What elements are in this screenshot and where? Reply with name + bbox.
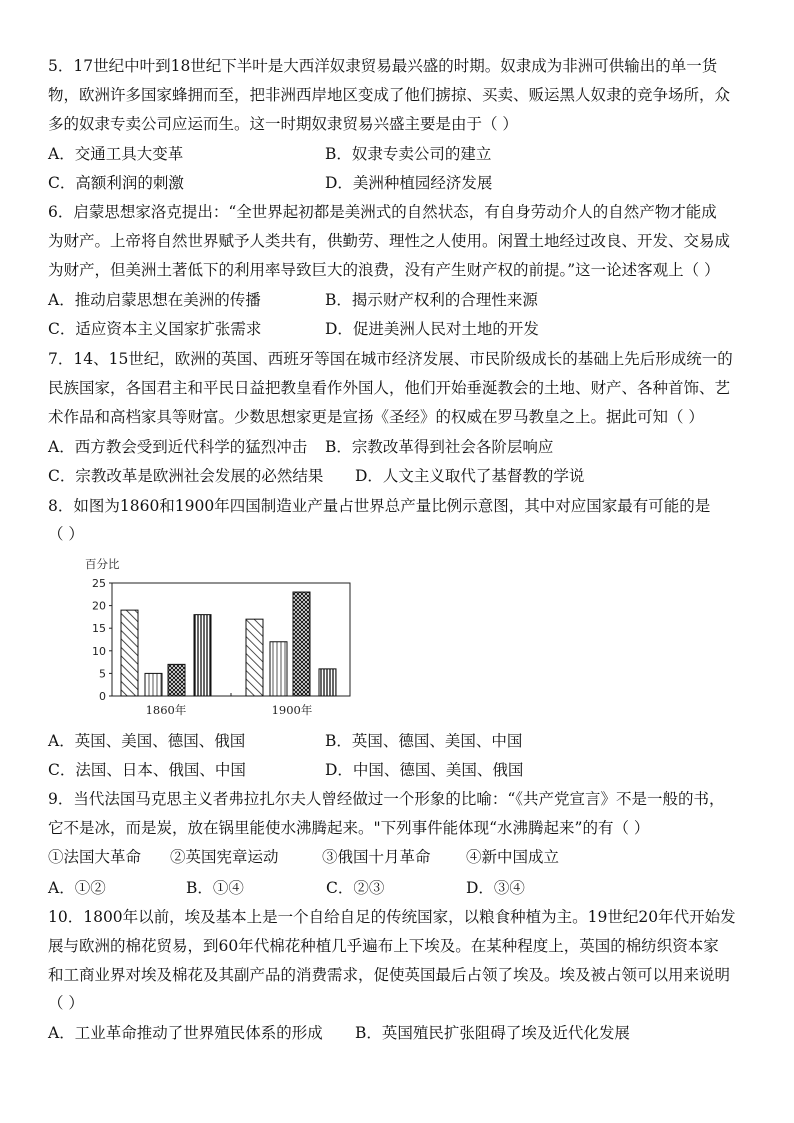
q7-line-1: 7．14、15世纪，欧洲的英国、西班牙等国在城市经济发展、市民阶级成长的基础上先后形成统一的: [48, 350, 733, 368]
q5-line-3: 多的奴隶专卖公司应运而生。这一时期奴隶贸易兴盛主要是由于（ ）: [48, 115, 518, 133]
q10-line-1: 10．1800年以前，埃及基本上是一个自给自足的传统国家，以粮食种植为主。19世纪20年代开始发: [48, 908, 736, 926]
q10-line-2: 展与欧洲的棉花贸易，到60年代棉花种植几乎遍布上下埃及。在某种程度上，英国的棉纺织资本家: [48, 937, 719, 955]
bar-1900-series-3: [293, 592, 310, 696]
q9-option-b: B．①④: [186, 879, 244, 897]
bar-1860-series-1: [121, 610, 138, 696]
q10-option-b: B．英国殖民扩张阻碍了埃及近代化发展: [355, 1024, 630, 1042]
y-tick-label: 10: [92, 644, 106, 658]
y-axis-label: 百分比: [85, 557, 120, 571]
q9-item-3: ③俄国十月革命: [322, 848, 431, 866]
q6-option-a: A．推动启蒙思想在美洲的传播: [48, 291, 261, 309]
y-tick-label: 20: [92, 599, 106, 613]
q9-option-d: D．③④: [466, 879, 525, 897]
q10-option-a: A．工业革命推动了世界殖民体系的形成: [48, 1024, 323, 1042]
q8-option-b: B．英国、德国、美国、中国: [325, 732, 523, 750]
q8-line-2: （ ）: [48, 525, 84, 543]
q8-option-a: A．英国、美国、德国、俄国: [48, 732, 246, 750]
bar-1860-series-2: [145, 673, 162, 696]
y-tick-label: 15: [92, 622, 106, 636]
y-tick-label: 5: [99, 667, 106, 681]
q6-option-c: C．适应资本主义国家扩张需求: [48, 320, 262, 338]
q9-item-4: ④新中国成立: [466, 848, 560, 866]
bar-1860-series-4: [194, 615, 211, 696]
q9-line-1: 9．当代法国马克思主义者弗拉扎尔夫人曾经做过一个形象的比喻：“《共产党宣言》不是一般的书，: [48, 790, 725, 808]
x-category-label: 1860年: [145, 703, 187, 717]
q7-option-b: B．宗教改革得到社会各阶层响应: [325, 438, 554, 456]
q9-option-a: A．①②: [48, 879, 106, 897]
q8-option-d: D．中国、德国、美国、俄国: [325, 761, 524, 779]
bar-1860-series-3: [168, 664, 185, 696]
q8-option-c: C．法国、日本、俄国、中国: [48, 761, 246, 779]
q6-line-3: 为财产，但美洲土著低下的利用率导致巨大的浪费，没有产生财产权的前提。”这一论述客观上（ ）: [48, 261, 720, 279]
bar-1900-series-4: [319, 669, 336, 696]
y-tick-label: 25: [92, 577, 106, 590]
q9-item-2: ②英国宪章运动: [170, 848, 279, 866]
manufacturing-share-chart: [80, 556, 370, 721]
q6-option-b: B．揭示财产权利的合理性来源: [325, 291, 538, 309]
q7-line-2: 民族国家，各国君主和平民日益把教皇看作外国人，他们开始垂涎教会的土地、财产、各种首饰、艺: [48, 379, 731, 397]
q7-line-3: 术作品和高档家具等财富。少数思想家更是宣扬《圣经》的权威在罗马教皇之上。据此可知（ ）: [48, 408, 704, 426]
q5-option-d: D．美洲种植园经济发展: [325, 174, 493, 192]
q10-line-4: （ ）: [48, 994, 84, 1012]
bar-1900-series-1: [246, 619, 263, 696]
q10-line-3: 和工商业界对埃及棉花及其副产品的消费需求，促使英国最后占领了埃及。埃及被占领可以用来说明: [48, 966, 731, 984]
q8-line-1: 8．如图为1860和1900年四国制造业产量占世界总产量比例示意图，其中对应国家最有可能的是: [48, 497, 711, 515]
q5-line-1: 5．17世纪中叶到18世纪下半叶是大西洋奴隶贸易最兴盛的时期。奴隶成为非洲可供输出的单一货: [48, 57, 718, 75]
q9-option-c: C．②③: [326, 879, 385, 897]
y-tick-label: 0: [99, 690, 106, 703]
q5-option-b: B．奴隶专卖公司的建立: [325, 145, 492, 163]
q5-option-a: A．交通工具大变革: [48, 145, 184, 163]
x-category-label: 1900年: [271, 703, 313, 717]
q7-option-c: C．宗教改革是欧洲社会发展的必然结果: [48, 467, 324, 485]
bar-1900-series-2: [270, 642, 287, 696]
q6-option-d: D．促进美洲人民对土地的开发: [325, 320, 539, 338]
q7-option-d: D．人文主义取代了基督教的学说: [355, 467, 585, 485]
q6-line-1: 6．启蒙思想家洛克提出：“全世界起初都是美洲式的自然状态，有自身劳动介人的自然产物才能成: [48, 203, 717, 221]
q5-option-c: C．高额利润的刺激: [48, 174, 184, 192]
q9-line-2: 它不是冰，而是炭，放在锅里能使水沸腾起来。"下列事件能体现“水沸腾起来”的有（ ）: [48, 819, 650, 837]
q7-option-a: A．西方教会受到近代科学的猛烈冲击: [48, 438, 308, 456]
q6-line-2: 为财产。上帝将自然世界赋予人类共有，供勤劳、理性之人使用。闲置土地经过改良、开发、交易成: [48, 232, 731, 250]
q9-item-1: ①法国大革命: [48, 848, 142, 866]
q5-line-2: 物，欧洲许多国家蜂拥而至，把非洲西岸地区变成了他们掳掠、买卖、贩运黑人奴隶的竞争场所，众: [48, 86, 731, 104]
